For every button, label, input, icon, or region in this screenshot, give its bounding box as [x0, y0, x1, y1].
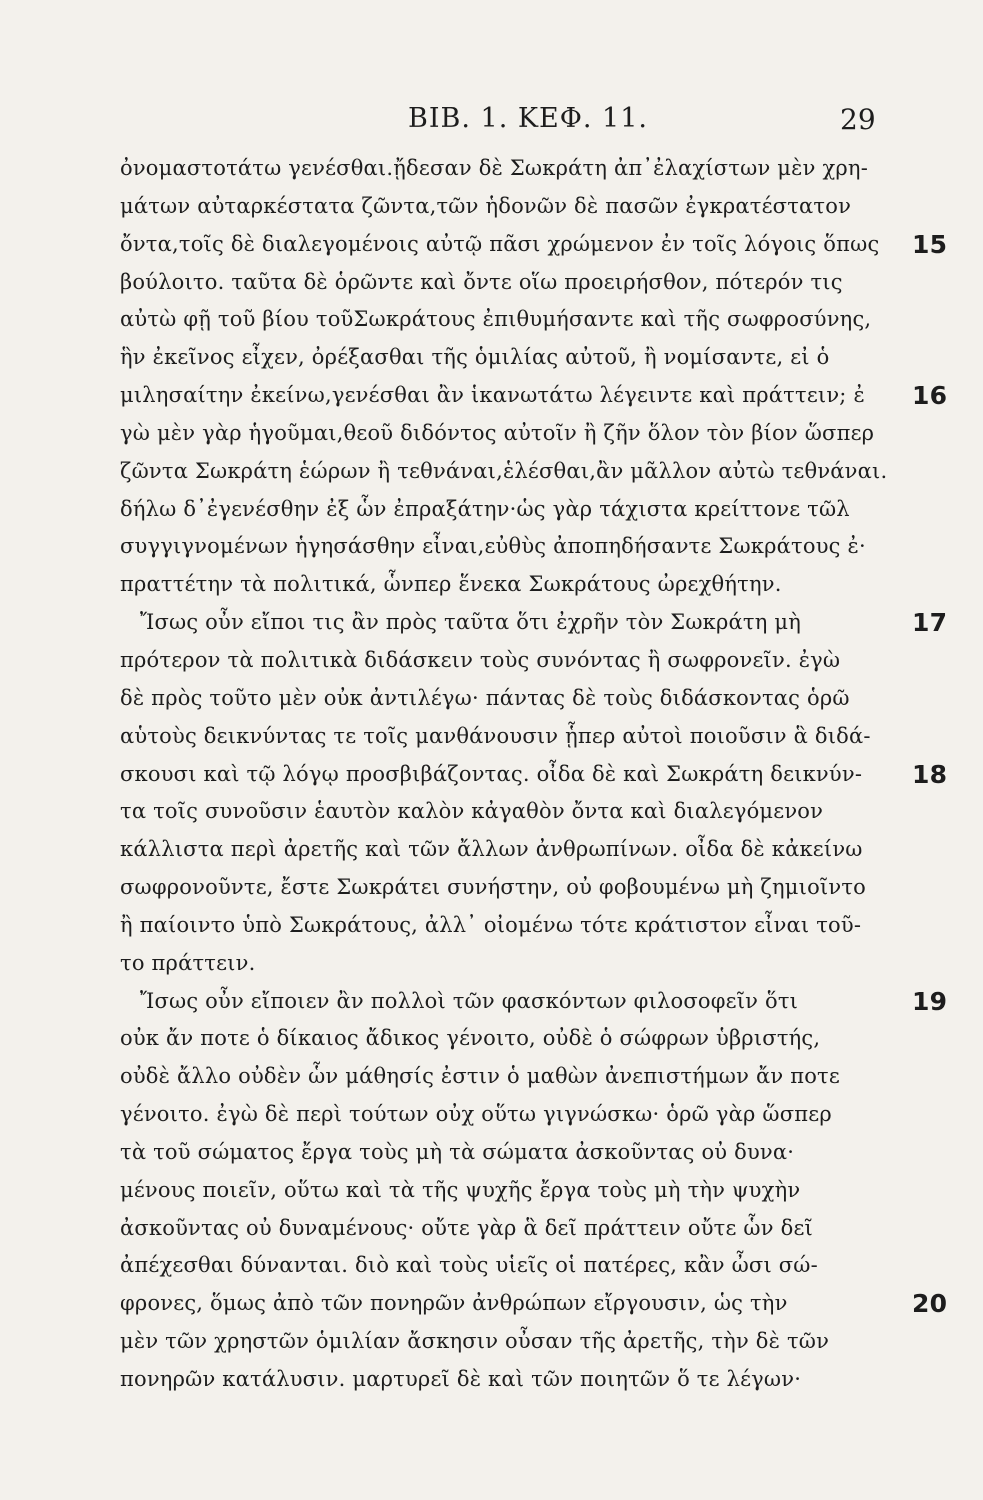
section-number: 18: [912, 759, 948, 789]
line-text: αὑτοὺς δεικνύντας τε τοῖς μανθάνουσιν ᾗπερ αὐτοὶ ποιοῦσιν ἃ διδά-: [120, 723, 871, 748]
line-text: γένοιτο. ἐγὼ δὲ περὶ τούτων οὐχ οὕτω γιγνώσκω· ὁρῶ γὰρ ὥσπερ: [120, 1102, 832, 1127]
line-text: ἀσκοῦντας οὐ δυναμένους· οὔτε γὰρ ἃ δεῖ πράττειν οὔτε ὧν δεῖ: [120, 1215, 813, 1240]
text-line: [120, 945, 910, 983]
text-line: [120, 1210, 910, 1248]
text-line: [120, 528, 910, 566]
line-text: κάλλιστα περὶ ἀρετῆς καὶ τῶν ἄλλων ἀνθρωπίνων. οἶδα δὲ κἀκείνω: [120, 837, 863, 862]
text-line: [120, 1134, 910, 1172]
text-line: [120, 642, 910, 680]
text-line: [120, 150, 910, 188]
text-line: [120, 491, 910, 529]
text-line: [120, 188, 910, 226]
line-text: πραττέτην τὰ πολιτικά, ὧνπερ ἕνεκα Σωκράτους ὠρεχθήτην.: [120, 572, 782, 597]
text-block: [120, 150, 948, 1399]
line-text: το πράττειν.: [120, 950, 256, 975]
text-line: [120, 907, 910, 945]
chapter-heading: ΒΙΒ. 1. ΚΕΦ. 11.: [408, 103, 648, 134]
section-number: 16: [912, 381, 948, 411]
line-text: μάτων αὐταρκέστατα ζῶντα,τῶν ἡδονῶν δὲ πασῶν ἐγκρατέστατον: [120, 193, 852, 218]
line-text: ζῶντα Σωκράτη ἑώρων ἢ τεθνάναι,ἑλέσθαι,ἂν μᾶλλον αὐτὼ τεθνάναι.: [120, 458, 888, 483]
section-number: 20: [912, 1289, 948, 1319]
line-text: ὀνομαστοτάτω γενέσθαι.ᾔδεσαν δὲ Σωκράτη ἀπ᾽ἐλαχίστων μὲν χρη-: [120, 156, 869, 180]
line-text: μένους ποιεῖν, οὕτω καὶ τὰ τῆς ψυχῆς ἔργα τοὺς μὴ τὴν ψυχὴν: [120, 1177, 801, 1202]
text-line: [120, 793, 910, 831]
line-text: ἀπέχεσθαι δύνανται. διὸ καὶ τοὺς υἱεῖς οἱ πατέρες, κἂν ὦσι σώ-: [120, 1253, 818, 1278]
text-line: [120, 264, 910, 302]
line-text: ἣν ἐκεῖνος εἶχεν, ὀρέξασθαι τῆς ὁμιλίας αὐτοῦ, ἢ νομίσαντε, εἰ ὁ: [120, 345, 830, 370]
line-text: συγγιγνομένων ἡγησάσθην εἶναι,εὐθὺς ἀποπηδήσαντε Σωκράτους ἐ·: [120, 534, 866, 559]
line-text: πονηρῶν κατάλυσιν. μαρτυρεῖ δὲ καὶ τῶν ποιητῶν ὅ τε λέγων·: [120, 1367, 802, 1391]
text-line: [120, 983, 948, 1021]
line-text: ἢ παίοιντο ὑπὸ Σωκράτους, ἀλλ᾽ οἰομένω τότε κράτιστον εἶναι τοῦ-: [120, 912, 862, 937]
text-line: [120, 1285, 948, 1323]
text-line: [120, 604, 948, 642]
text-line: [120, 1172, 910, 1210]
line-text: οὐκ ἄν ποτε ὁ δίκαιος ἄδικος γένοιτο, οὐδὲ ὁ σώφρων ὑβριστής,: [120, 1026, 821, 1051]
text-line: [120, 831, 910, 869]
running-head: [0, 103, 983, 143]
line-text: φρονες, ὅμως ἀπὸ τῶν πονηρῶν ἀνθρώπων εἴργουσιν, ὡς τὴν: [120, 1291, 788, 1316]
text-line: [120, 1096, 910, 1134]
text-line: [120, 453, 910, 491]
line-text: αὐτὼ φῇ τοῦ βίου τοῦΣωκράτους ἐπιθυμήσαντε καὶ τῆς σωφροσύνης,: [120, 307, 872, 332]
text-line: [120, 680, 910, 718]
text-line: [120, 566, 910, 604]
text-line: [120, 1323, 910, 1361]
line-text: σωφρονοῦντε, ἔστε Σωκράτει συνήστην, οὐ φοβουμένω μὴ ζημιοῖντο: [120, 875, 866, 900]
line-text: Ἴσως οὖν εἴποιεν ἂν πολλοὶ τῶν φασκόντων φιλοσοφεῖν ὅτι: [140, 988, 799, 1013]
text-line: [120, 1058, 910, 1096]
line-text: Ἴσως οὖν εἴποι τις ἂν πρὸς ταῦτα ὅτι ἐχρῆν τὸν Σωκράτη μὴ: [140, 610, 802, 635]
line-text: οὐδὲ ἄλλο οὐδὲν ὧν μάθησίς ἐστιν ὁ μαθὼν ἀνεπιστήμων ἄν ποτε: [120, 1064, 840, 1089]
text-line: [120, 1247, 910, 1285]
text-line: [120, 869, 910, 907]
text-line: [120, 718, 910, 756]
text-line: [120, 756, 948, 794]
line-text: τα τοῖς συνοῦσιν ἑαυτὸν καλὸν κἀγαθὸν ὄντα καὶ διαλεγόμενον: [120, 799, 824, 824]
text-line: [120, 1361, 910, 1399]
section-number: 17: [912, 608, 948, 638]
line-text: ὄντα,τοῖς δὲ διαλεγομένοις αὐτῷ πᾶσι χρώμενον ἐν τοῖς λόγοις ὅπως: [120, 231, 880, 256]
line-text: βούλοιτο. ταῦτα δὲ ὁρῶντε καὶ ὄντε οἵω προειρήσθον, πότερόν τις: [120, 269, 843, 294]
line-text: μὲν τῶν χρηστῶν ὁμιλίαν ἄσκησιν οὖσαν τῆς ἀρετῆς, τὴν δὲ τῶν: [120, 1329, 830, 1354]
line-text: δήλω δ᾽ἐγενέσθην ἐξ ὧν ἐπραξάτην·ὡς γὰρ τάχιστα κρείττονε τῶλ: [120, 496, 850, 521]
section-number: 15: [912, 229, 948, 259]
text-line: [120, 339, 910, 377]
text-line: [120, 301, 910, 339]
text-line: [120, 1020, 910, 1058]
page-number: 29: [840, 103, 876, 136]
line-text: δὲ πρὸς τοῦτο μὲν οὐκ ἀντιλέγω· πάντας δὲ τοὺς διδάσκοντας ὁρῶ: [120, 685, 850, 710]
line-text: μιλησαίτην ἐκείνω,γενέσθαι ἂν ἱκανωτάτω λέγειντε καὶ πράττειν; ἐ: [120, 383, 865, 408]
line-text: γὼ μὲν γὰρ ἡγοῦμαι,θεοῦ διδόντος αὐτοῖν ἢ ζῆν ὅλον τὸν βίον ὥσπερ: [120, 420, 875, 445]
text-line: [120, 415, 910, 453]
section-number: 19: [912, 986, 948, 1016]
line-text: τὰ τοῦ σώματος ἔργα τοὺς μὴ τὰ σώματα ἀσκοῦντας οὐ δυνα·: [120, 1139, 795, 1164]
line-text: πρότερον τὰ πολιτικὰ διδάσκειν τοὺς συνόντας ἢ σωφρονεῖν. ἐγὼ: [120, 647, 841, 672]
text-line: [120, 377, 948, 415]
line-text: σκουσι καὶ τῷ λόγῳ προσβιβάζοντας. οἶδα δὲ καὶ Σωκράτη δεικνύν-: [120, 761, 863, 786]
text-line: [120, 226, 948, 264]
